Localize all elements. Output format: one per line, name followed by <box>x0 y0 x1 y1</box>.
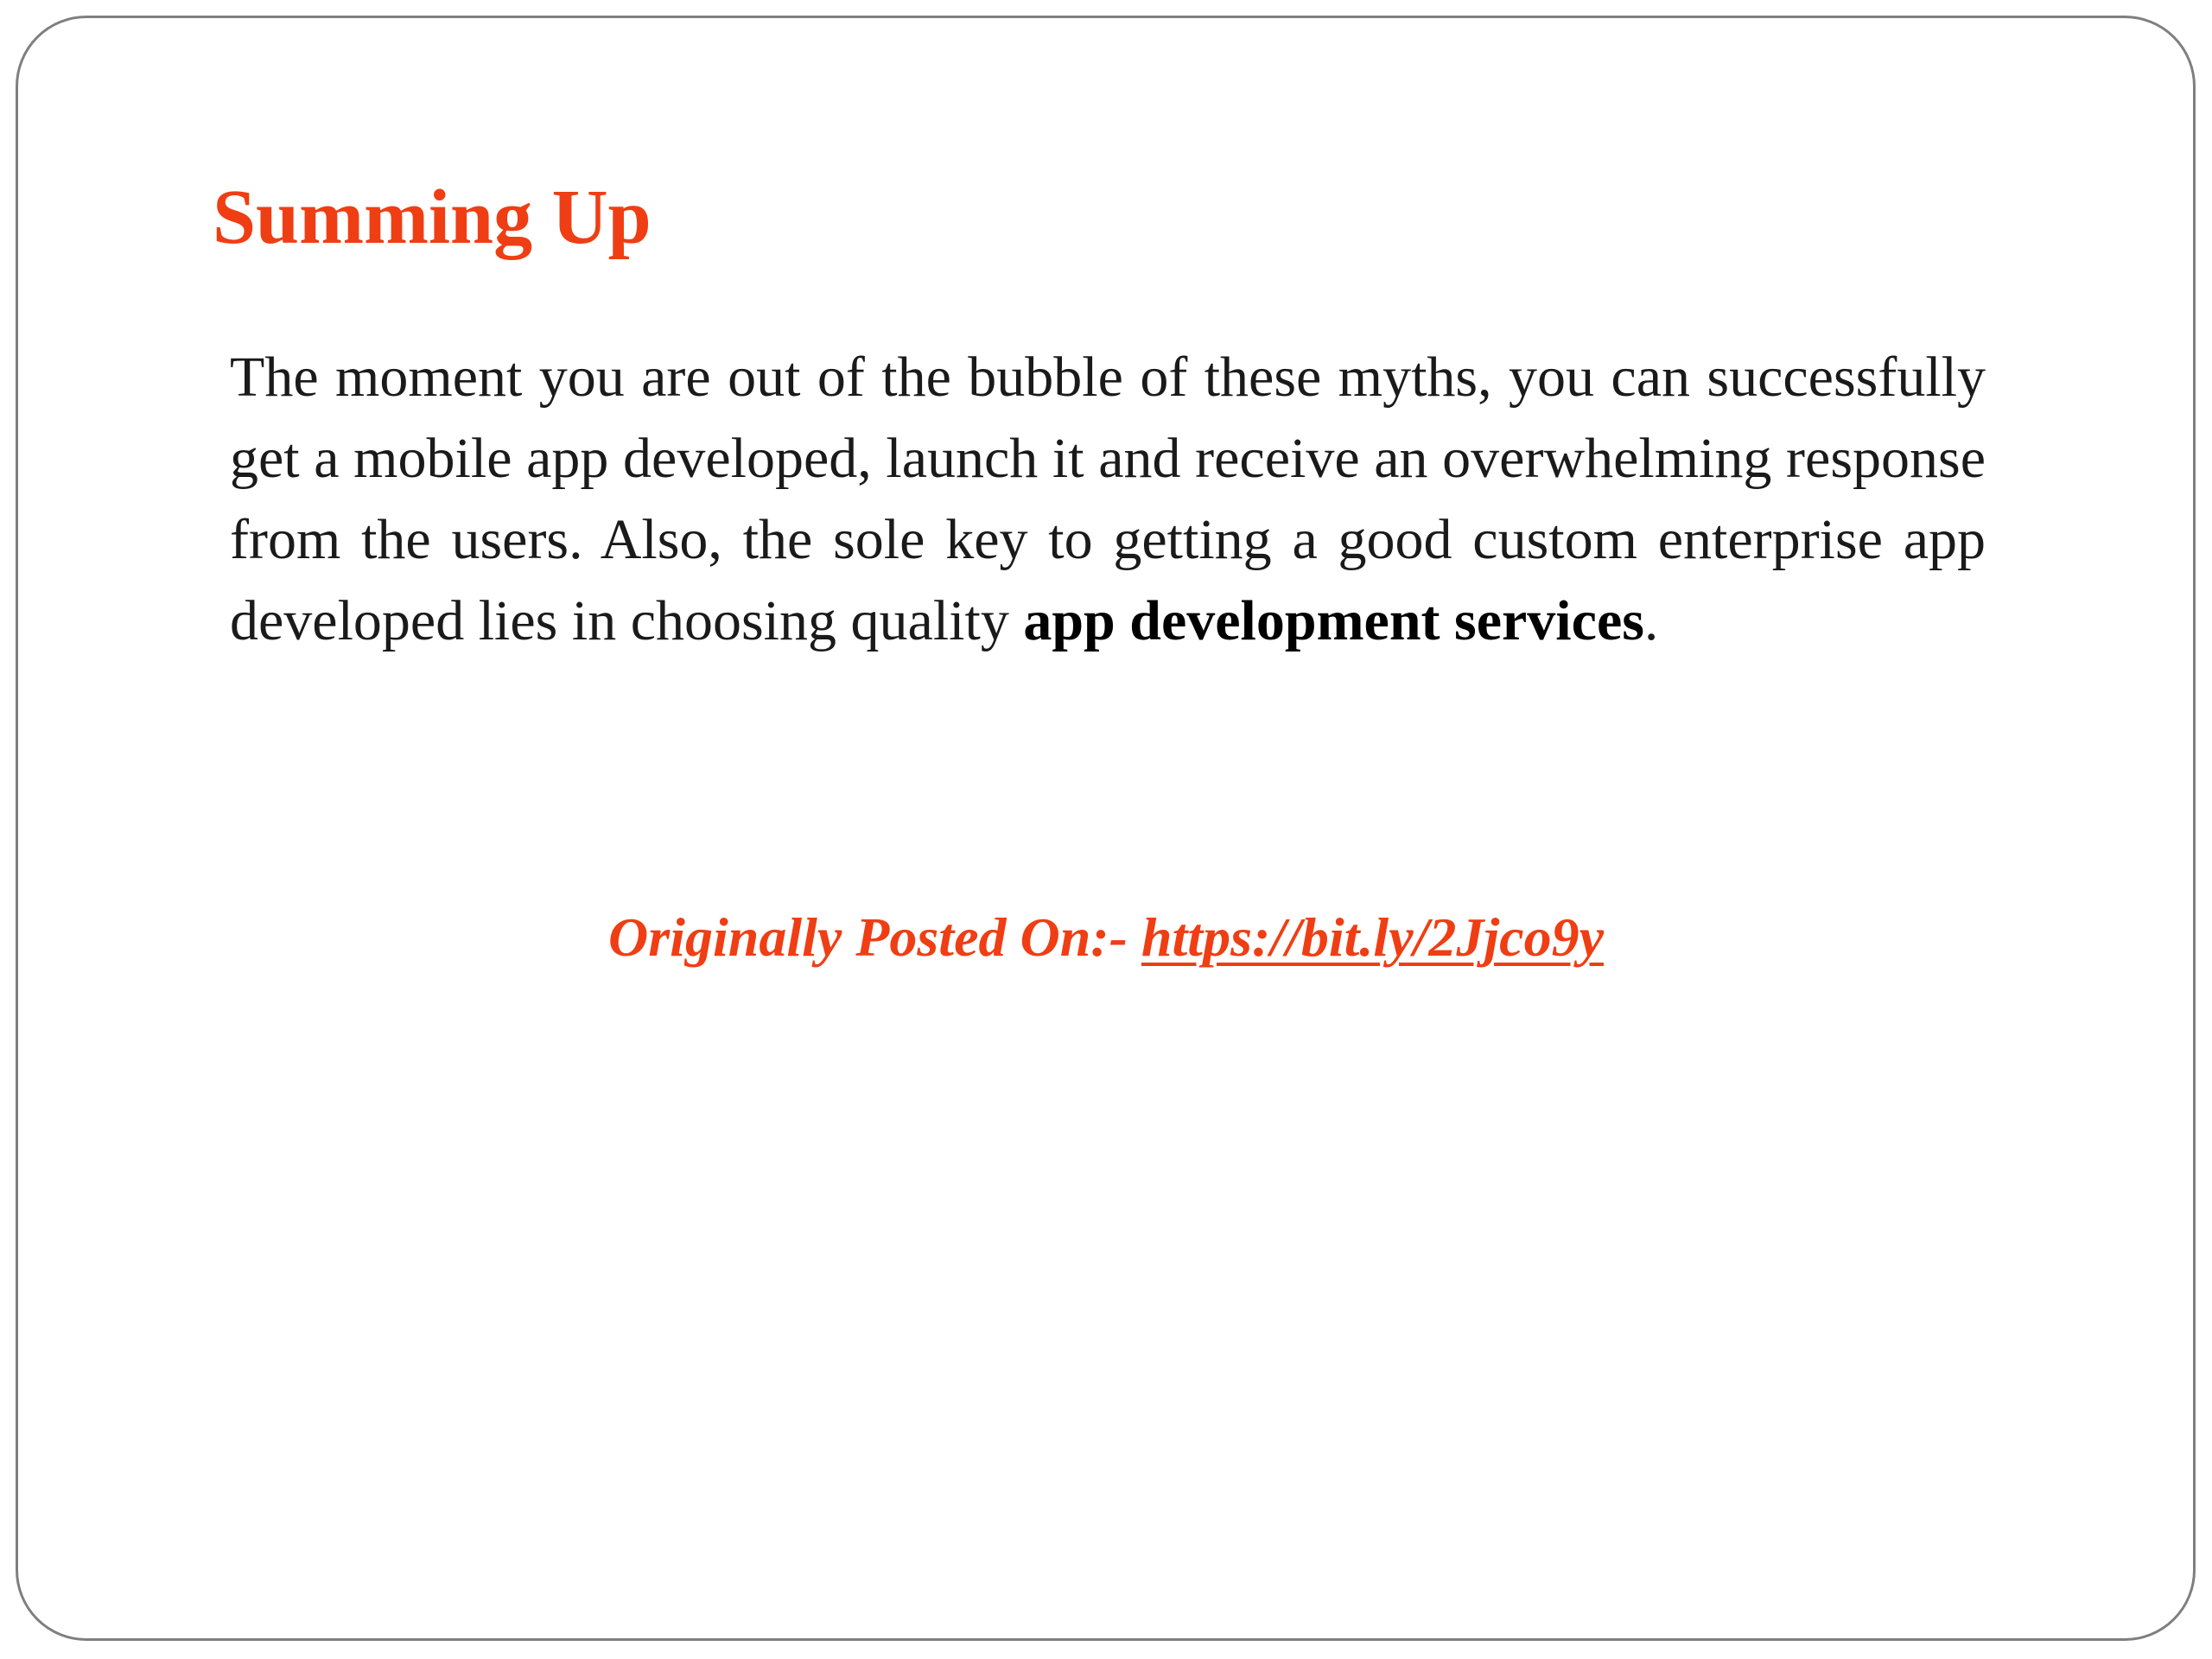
slide-title: Summing Up <box>213 175 652 260</box>
attribution-prefix: Originally Posted On:- <box>608 906 1141 968</box>
body-end-punctuation: . <box>1643 589 1659 652</box>
body-bold-phrase: app development services <box>1023 589 1644 652</box>
attribution-line <box>0 899 2212 976</box>
body-text: The moment you are out of the bubble of these myths, you can successfully get a mobile app developed, launch it and receive an overwhelming response from the users. Also, the sole key to getting a good custom enterprise app developed lies in choosing quality <box>230 346 1986 652</box>
source-link[interactable]: https://bit.ly/2Jjco9y <box>1141 906 1604 968</box>
body-paragraph <box>230 337 1986 662</box>
